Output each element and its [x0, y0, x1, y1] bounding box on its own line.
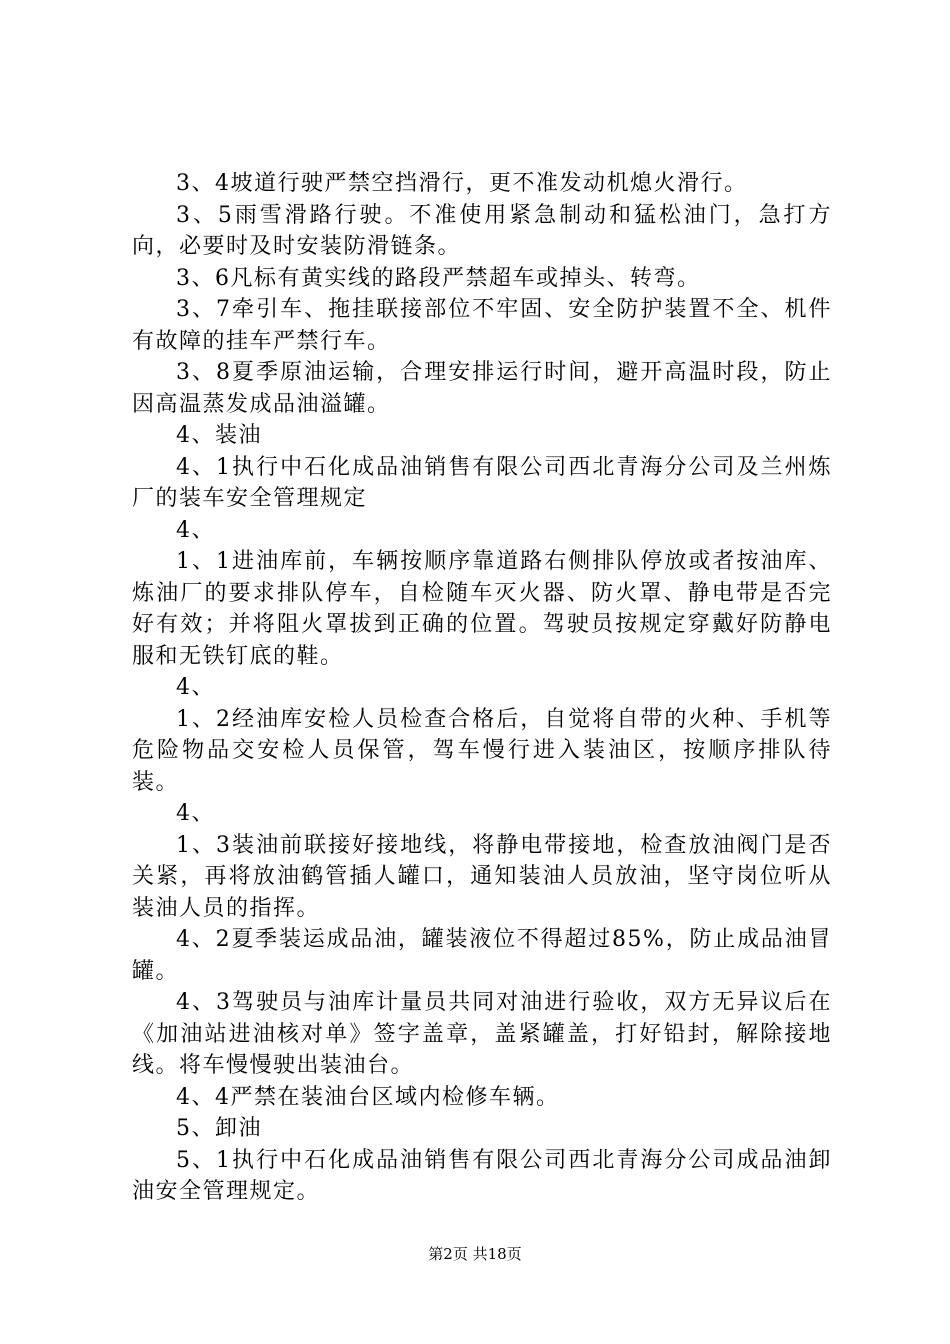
section-heading: 5、卸油	[176, 1116, 262, 1141]
paragraph: 1、2经油库安检人员检查合格后，自觉将自带的火种、手机等危险物品交安检人员保管，驾车慢行进入装油区，按顺序排队待装。	[132, 706, 832, 795]
paragraph: 4、	[176, 517, 215, 543]
paragraph: 1、3装油前联接好接地线，将静电带接地，检查放油阀门是否关紧，再将放油鹤管插人罐口，通知装油人员放油，坚守岗位听从装油人员的指挥。	[132, 832, 832, 921]
paragraph: 3、4坡道行驶严禁空挡滑行，更不准发动机熄火滑行。	[176, 171, 748, 196]
paragraph: 4、3驾驶员与油库计量员共同对油进行验收，双方无异议后在《加油站进油核对单》签字盖章，盖紧罐盖，打好铅封，解除接地线。将车慢慢驶出装油台。	[132, 990, 832, 1078]
paragraph: 3、7牵引车、拖挂联接部位不牢固、安全防护装置不全、机件有故障的挂车严禁行车。	[132, 297, 832, 354]
paragraph: 4、4严禁在装油台区域内检修车辆。	[176, 1084, 560, 1110]
paragraph: 3、8夏季原油运输，合理安排运行时间，避开高温时段，防止因高温蒸发成品油溢罐。	[132, 360, 832, 417]
paragraph: 4、	[176, 801, 215, 826]
page-number-footer: 第2页 共18页	[428, 1245, 522, 1263]
section-heading: 4、装油	[176, 423, 262, 448]
paragraph: 3、6凡标有黄实线的路段严禁超车或掉头、转弯。	[176, 265, 701, 291]
document-body	[132, 168, 832, 1208]
paragraph: 3、5雨雪滑路行驶。不准使用紧急制动和猛松油门，急打方向，必要时及时安装防滑链条。	[132, 202, 832, 259]
paragraph: 4、	[176, 675, 215, 700]
paragraph: 5、1执行中石化成品油销售有限公司西北青海分公司成品油卸油安全管理规定。	[132, 1147, 832, 1204]
paragraph: 1、1进油库前，车辆按顺序靠道路右侧排队停放或者按油库、炼油厂的要求排队停车，自检随车灭火器、防火罩、静电带是否完好有效；并将阻火罩拔到正确的位置。驾驶员按规定穿戴好防静电服和无铁钉底的鞋。	[132, 549, 832, 669]
paragraph: 4、2夏季装运成品油，罐装液位不得超过85%，防止成品油冒罐。	[132, 927, 832, 984]
paragraph: 4、1执行中石化成品油销售有限公司西北青海分公司及兰州炼厂的装车安全管理规定	[132, 454, 832, 511]
